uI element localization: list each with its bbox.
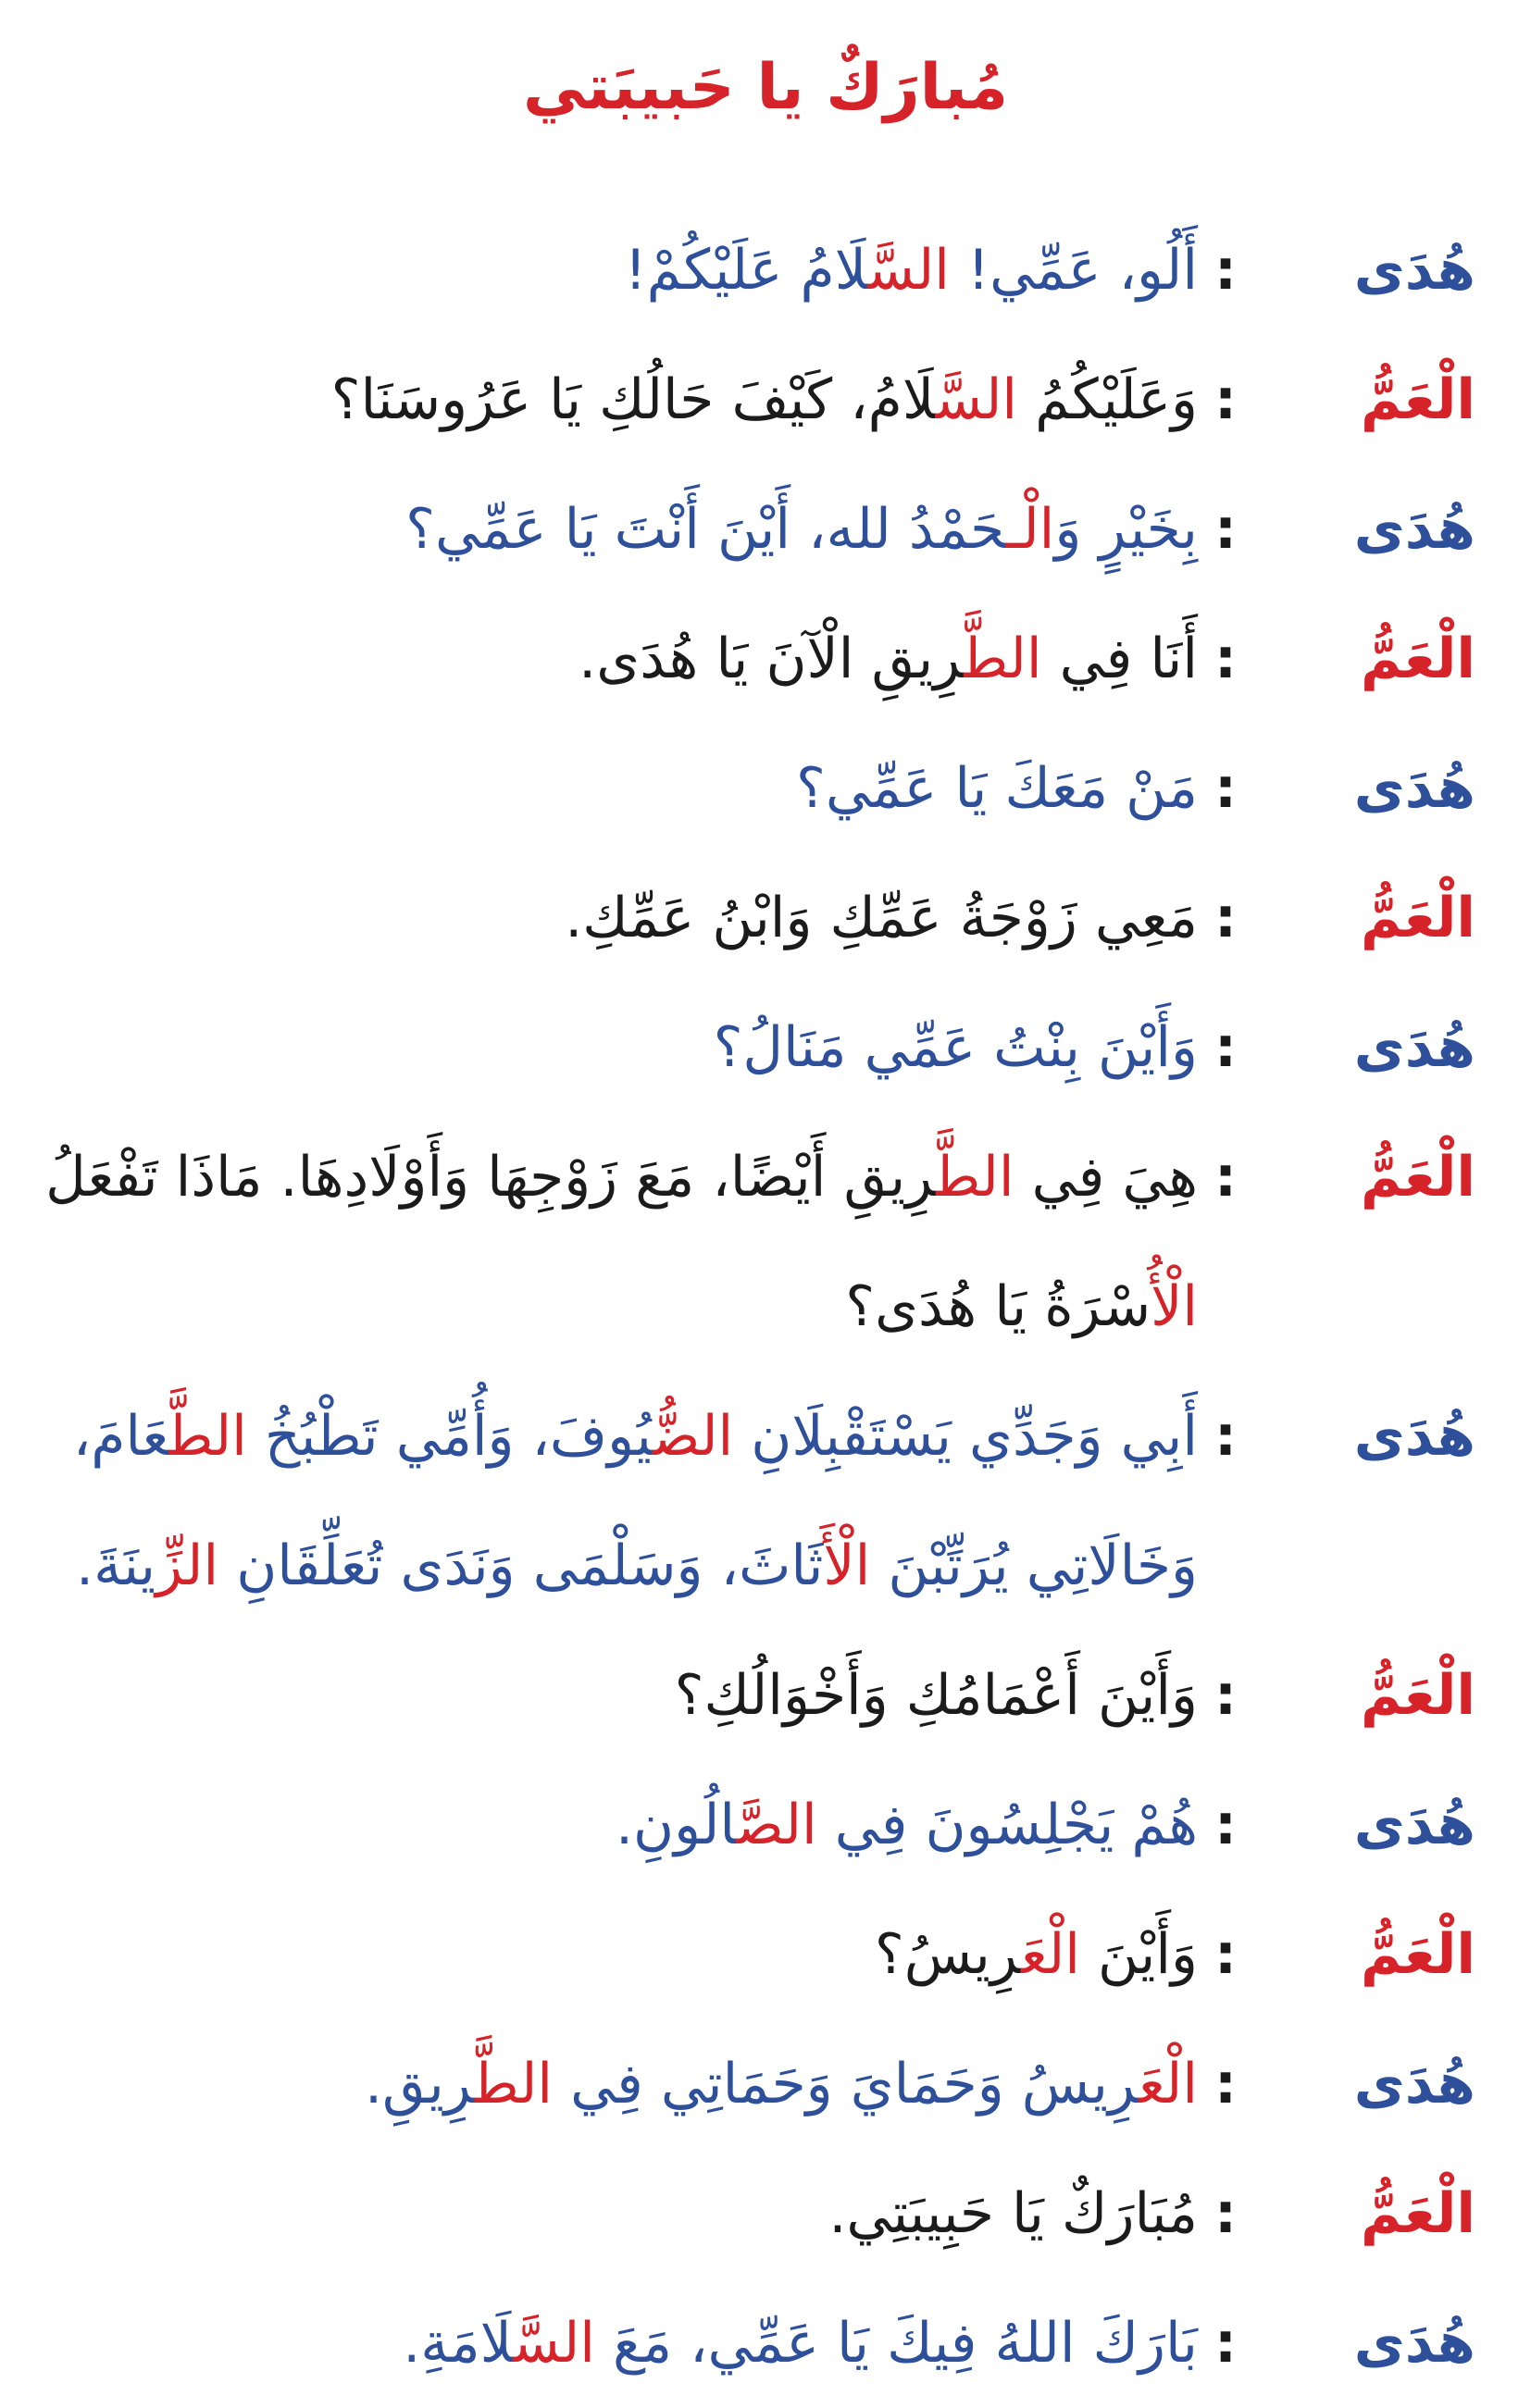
dialogue-text <box>56 2149 1198 2278</box>
text-segment: وَأَيْنَ <box>1079 1922 1198 1987</box>
speaker-colon: : <box>1214 238 1237 303</box>
dialogue-text-line <box>45 1112 1198 1242</box>
speaker-name: الْعَمُّ <box>1360 367 1475 432</box>
dialogue-text <box>56 1631 1198 1760</box>
text-segment: حَمْدُ لله، أَيْنَ أَنْتَ يَا عَمِّي؟ <box>405 497 1006 562</box>
speaker-colon: : <box>1214 2052 1237 2116</box>
dialogue-text-line <box>56 1501 1198 1631</box>
speaker-name: هُدَى <box>1353 497 1475 562</box>
dialogue-turn <box>45 1112 1475 1372</box>
text-segment: الُونِ. <box>615 1793 737 1857</box>
speaker-colon: : <box>1214 2181 1237 2246</box>
dialogue <box>45 205 1475 2408</box>
dialogue-turn <box>56 465 1475 594</box>
dialogue-text-line <box>56 1631 1198 1760</box>
highlighted-letters: الْأُ <box>1151 1274 1198 1339</box>
dialogue-text-line <box>56 2019 1198 2149</box>
highlighted-letters: الْـ <box>1005 497 1055 562</box>
highlighted-letters: الطَّ <box>168 1404 247 1469</box>
speaker-name: الْعَمُّ <box>1360 627 1475 691</box>
dialogue-turn <box>56 983 1475 1112</box>
dialogue-text-line <box>56 594 1198 724</box>
speaker-colon: : <box>1214 497 1237 562</box>
text-segment: رِيسُ وَحَمَايَ وَحَمَاتِي فِي <box>553 2052 1139 2116</box>
speaker-name: الْعَمُّ <box>1360 1922 1475 1987</box>
dialogue-turn <box>56 1631 1475 1760</box>
text-segment: وَخَالَاتِي يُرَتِّبْنَ <box>870 1533 1198 1598</box>
dialogue-turn <box>56 2278 1475 2408</box>
text-segment: وَعَلَيْكُمُ <box>1017 367 1198 432</box>
dialogue-text <box>56 853 1198 983</box>
highlighted-letters: الصَّ <box>736 1793 817 1857</box>
text-segment: أَنَا فِي <box>1041 627 1198 691</box>
speaker-name: هُدَى <box>1353 2311 1475 2376</box>
dialogue-text <box>56 594 1198 724</box>
speaker-name: هُدَى <box>1353 1793 1475 1857</box>
dialogue-text <box>56 1890 1198 2019</box>
speaker-name: الْعَمُّ <box>1360 2181 1475 2246</box>
text-segment: يُوفَ، وَأُمِّي تَطْبُخُ <box>246 1404 653 1469</box>
dialogue-turn <box>56 205 1475 335</box>
speaker-colon: : <box>1214 886 1237 950</box>
speaker-name: هُدَى <box>1353 238 1475 303</box>
dialogue-text <box>56 465 1198 594</box>
dialogue-turn <box>56 853 1475 983</box>
dialogue-text <box>56 2019 1198 2149</box>
speaker-colon: : <box>1214 627 1237 691</box>
dialogue-text-line <box>45 1242 1198 1372</box>
dialogue-turn <box>56 1890 1475 2019</box>
text-segment: رِيقِ أَيْضًا، مَعَ زَوْجِهَا وَأَوْلَادِهَا. مَاذَا تَفْعَلُ <box>45 1145 937 1210</box>
dialogue-text <box>56 2278 1198 2408</box>
highlighted-letters: الطَّ <box>936 1145 1014 1210</box>
dialogue-text-line <box>56 2149 1198 2278</box>
dialogue-text-line <box>56 2278 1198 2408</box>
dialogue-text-line <box>56 335 1198 465</box>
highlighted-letters: الْعَ <box>1021 1922 1080 1987</box>
text-segment: ينَةَ. <box>76 1533 156 1598</box>
highlighted-letters: الطَّ <box>964 627 1042 691</box>
text-segment: أَلُو، عَمِّي! <box>949 238 1198 303</box>
text-segment: لَامَةِ. <box>403 2311 514 2376</box>
dialogue-turn <box>56 335 1475 465</box>
speaker-colon: : <box>1214 367 1237 432</box>
speaker-colon: : <box>1214 1922 1237 1987</box>
speaker-name: هُدَى <box>1353 1015 1475 1080</box>
speaker-colon: : <box>1214 1663 1237 1728</box>
dialogue-text <box>45 1112 1198 1372</box>
dialogue-text <box>56 724 1198 853</box>
speaker-name: الْعَمُّ <box>1360 1145 1475 1210</box>
highlighted-letters: السَّ <box>513 2311 595 2376</box>
highlighted-letters: الْعَ <box>1139 2052 1198 2116</box>
dialogue-text-line <box>56 465 1198 594</box>
dialogue-turn <box>56 724 1475 853</box>
dialogue-turn <box>56 2019 1475 2149</box>
speaker-colon: : <box>1214 1145 1237 1210</box>
text-segment: رِيسُ؟ <box>874 1922 1021 1987</box>
text-segment: مَنْ مَعَكَ يَا عَمِّي؟ <box>795 756 1198 821</box>
text-segment: بِخَيْرٍ وَ <box>1054 497 1198 562</box>
text-segment: لَامُ عَلَيْكُمْ! <box>624 238 868 303</box>
text-segment: رِيقِ الْآنَ يَا هُدَى. <box>579 627 965 691</box>
text-segment: لَامُ، كَيْفَ حَالُكِ يَا عَرُوسَنَا؟ <box>330 367 936 432</box>
text-segment: وَأَيْنَ أَعْمَامُكِ وَأَخْوَالُكِ؟ <box>674 1663 1198 1728</box>
speaker-name: هُدَى <box>1353 756 1475 821</box>
highlighted-letters: الضُّ <box>653 1404 734 1469</box>
highlighted-letters: السَّ <box>935 367 1018 432</box>
highlighted-letters: السَّ <box>867 238 950 303</box>
text-segment: مَعِي زَوْجَةُ عَمِّكِ وَابْنُ عَمِّكِ. <box>565 886 1198 950</box>
dialogue-text-line <box>56 853 1198 983</box>
text-segment: هِيَ فِي <box>1014 1145 1198 1210</box>
dialogue-text-line <box>56 205 1198 335</box>
text-segment: هُمْ يَجْلِسُونَ فِي <box>816 1793 1198 1857</box>
text-segment: أَبِي وَجَدِّي يَسْتَقْبِلَانِ <box>733 1404 1198 1469</box>
dialogue-turn <box>56 594 1475 724</box>
dialogue-text <box>56 335 1198 465</box>
speaker-colon: : <box>1214 1404 1237 1469</box>
speaker-colon: : <box>1214 2311 1237 2376</box>
text-segment: مُبَارَكٌ يَا حَبِيبَتِي. <box>828 2181 1198 2246</box>
text-segment: رِيقِ. <box>364 2052 475 2116</box>
text-segment: وَأَيْنَ بِنْتُ عَمِّي مَنَالُ؟ <box>713 1015 1198 1080</box>
text-segment: سْرَةُ يَا هُدَى؟ <box>845 1274 1151 1339</box>
page-title: مُبارَكٌ يا حَبيبَتي <box>522 51 1009 124</box>
highlighted-letters: الزِّ <box>156 1533 219 1598</box>
speaker-name: الْعَمُّ <box>1360 886 1475 950</box>
dialogue-text <box>56 205 1198 335</box>
speaker-colon: : <box>1214 756 1237 821</box>
dialogue-text-line <box>56 1372 1198 1501</box>
dialogue-text-line <box>56 983 1198 1112</box>
highlighted-letters: الطَّ <box>474 2052 554 2116</box>
speaker-colon: : <box>1214 1793 1237 1857</box>
dialogue-text-line <box>56 1760 1198 1890</box>
speaker-name: هُدَى <box>1353 2052 1475 2116</box>
dialogue-turn <box>56 2149 1475 2278</box>
highlighted-letters: الْأَ <box>823 1533 871 1598</box>
dialogue-turn <box>56 1760 1475 1890</box>
dialogue-text <box>56 1372 1198 1631</box>
dialogue-text <box>56 983 1198 1112</box>
dialogue-text <box>56 1760 1198 1890</box>
dialogue-text-line <box>56 1890 1198 2019</box>
dialogue-turn <box>56 1372 1475 1631</box>
speaker-name: هُدَى <box>1353 1404 1475 1469</box>
text-segment: ثَاثَ، وَسَلْمَى وَنَدَى تُعَلِّقَانِ <box>218 1533 824 1598</box>
text-segment: عَامَ، <box>72 1404 169 1469</box>
speaker-colon: : <box>1214 1015 1237 1080</box>
speaker-name: الْعَمُّ <box>1360 1663 1475 1728</box>
text-segment: بَارَكَ اللهُ فِيكَ يَا عَمِّي، مَعَ <box>594 2311 1198 2376</box>
dialogue-text-line <box>56 724 1198 853</box>
